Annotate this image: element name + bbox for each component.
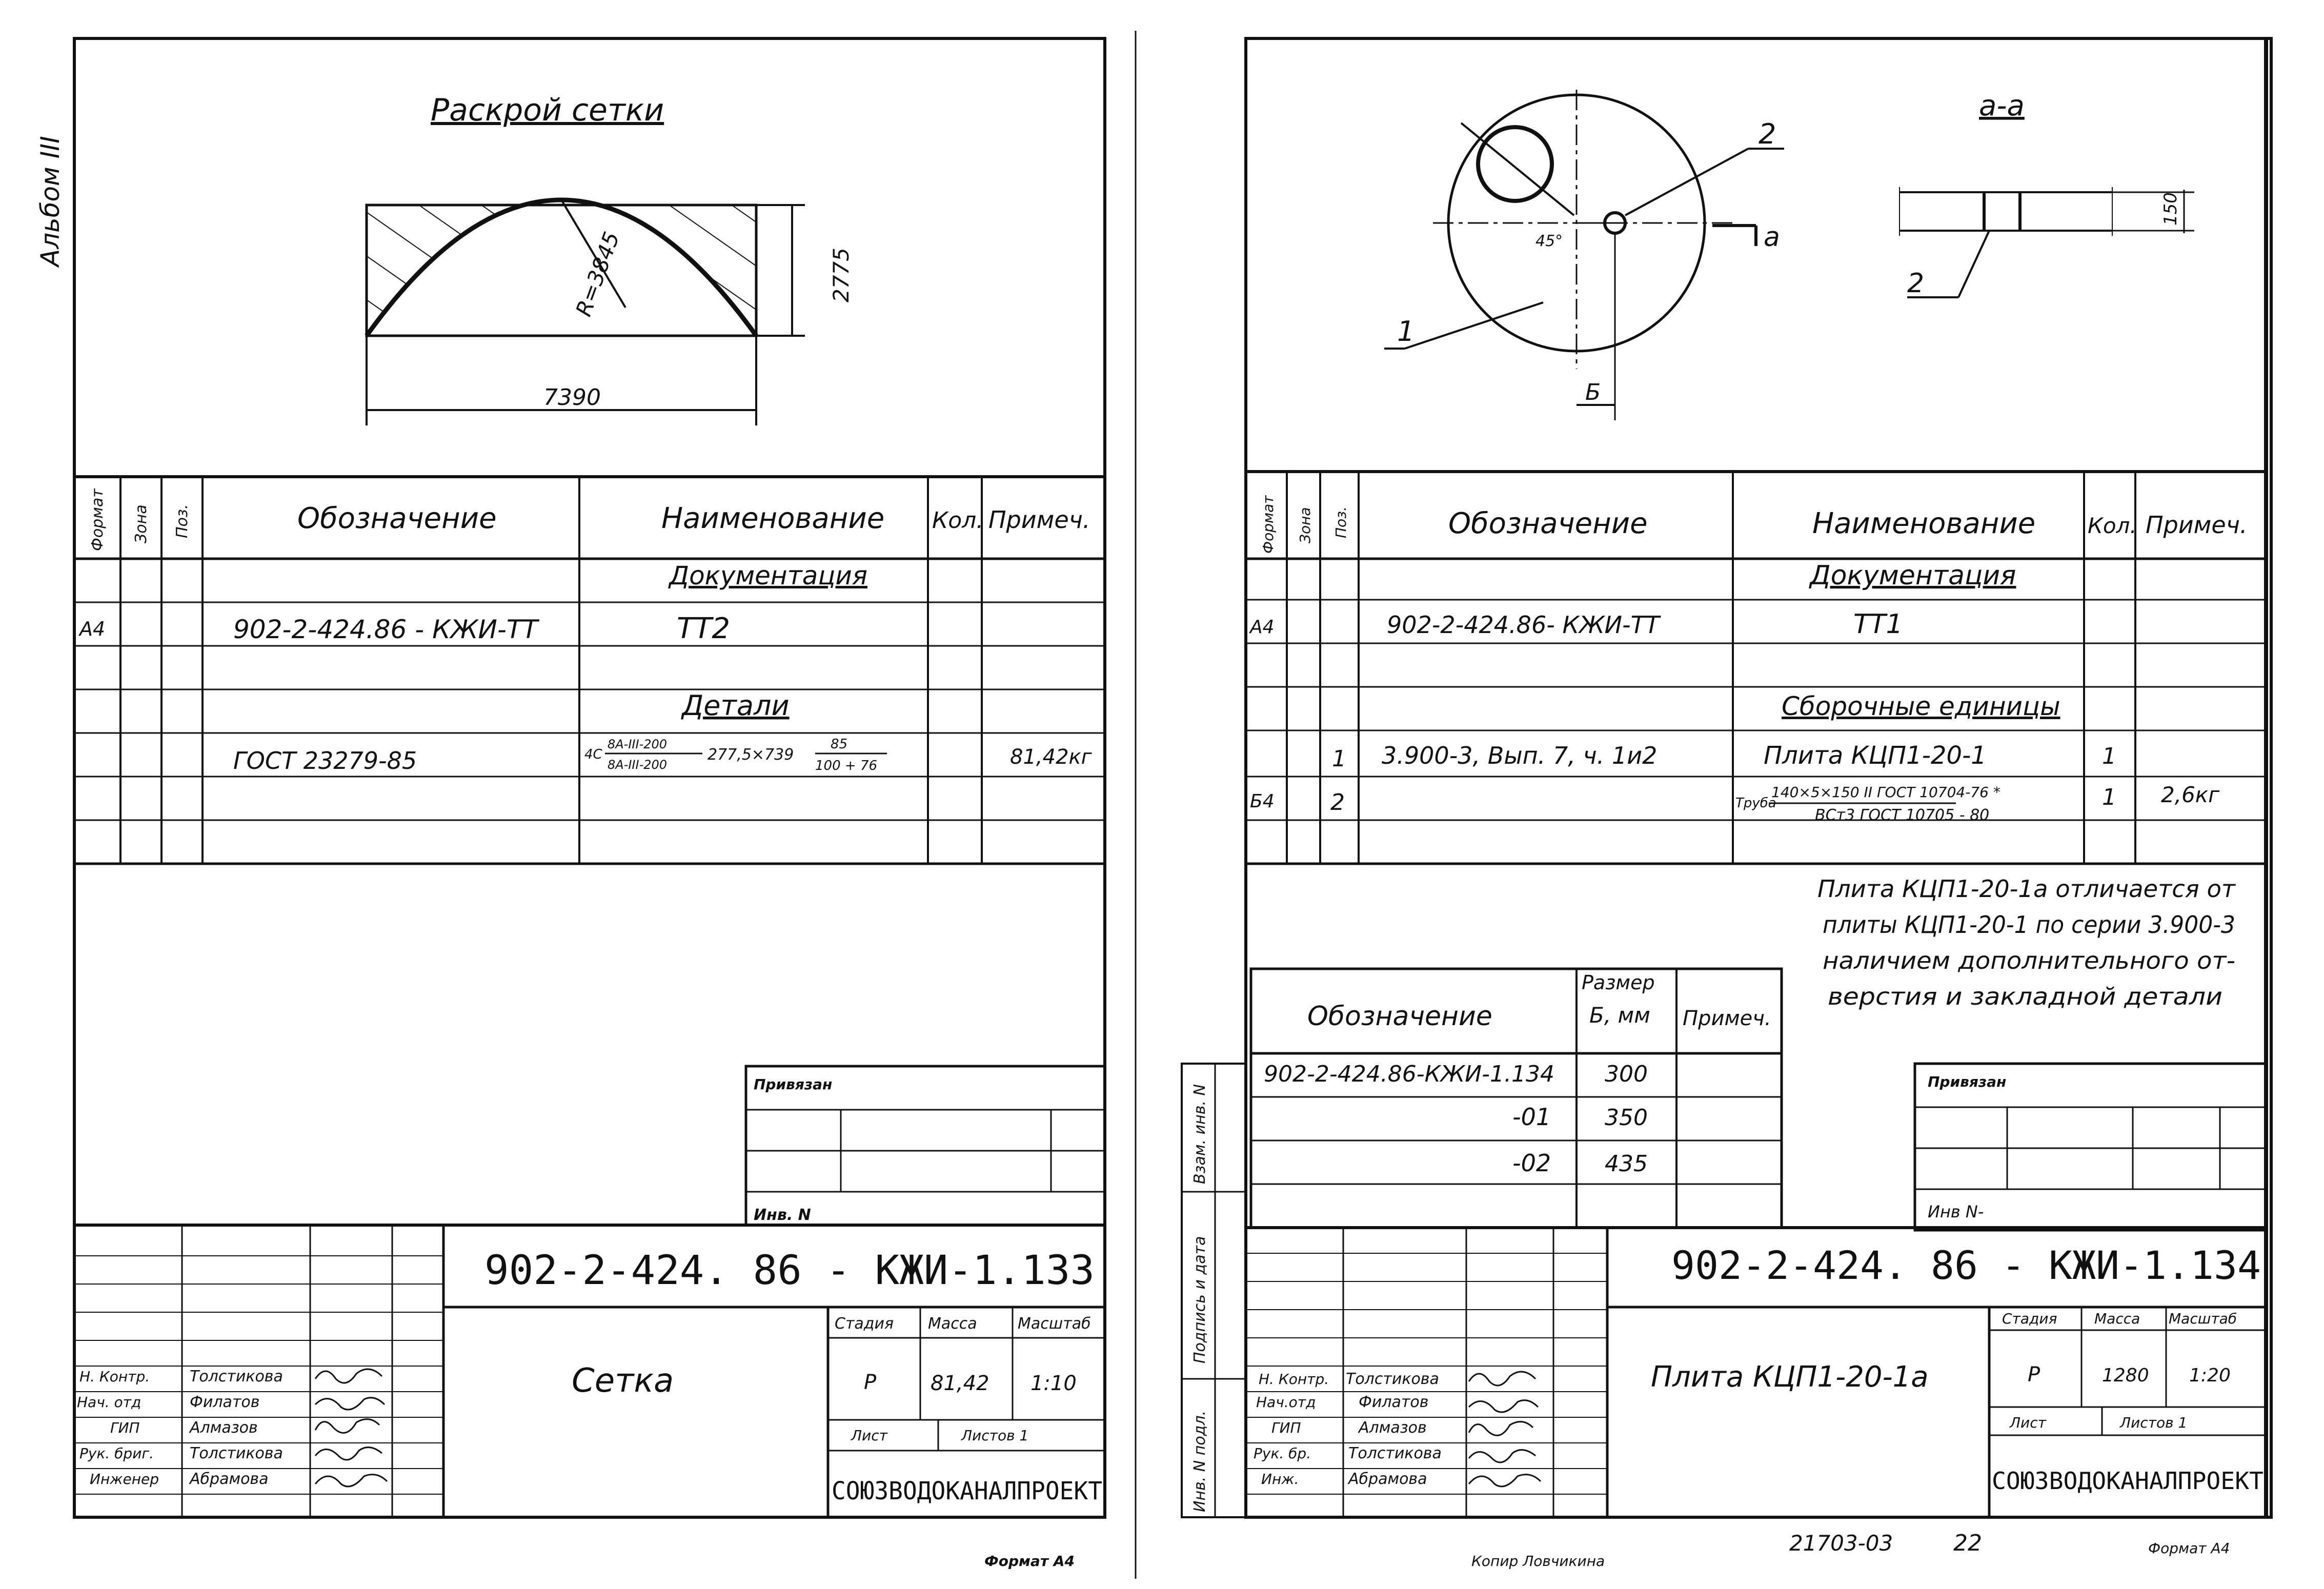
right-person-role-1: Нач.отд — [1256, 1394, 1316, 1411]
r-row2-name: Плита КЦП1-20-1 — [1764, 741, 1987, 770]
left-stage: Р — [864, 1371, 877, 1394]
left-person-role-3: Рук. бриг. — [79, 1445, 154, 1462]
right-doc-title: Плита КЦП1-20-1а — [1651, 1360, 1929, 1394]
right-sheet-label: Лист — [2010, 1414, 2046, 1431]
section-documentation: Документация — [669, 561, 867, 590]
right-sheet — [1182, 38, 2271, 1570]
left-privyazan — [746, 1066, 1105, 1225]
left-person-name-3: Толстикова — [190, 1444, 283, 1462]
var-h-size-2: Б, мм — [1589, 1003, 1650, 1028]
right-person-name-3: Толстикова — [1348, 1444, 1442, 1462]
variants-table — [1251, 969, 1782, 1228]
row2-name-size: 277,5×739 — [708, 746, 794, 764]
row2-designation: ГОСТ 23279-85 — [233, 747, 417, 775]
right-stage: Р — [2028, 1363, 2040, 1387]
left-privyazan-label: Привязан — [754, 1076, 833, 1093]
section-mark: а — [1764, 222, 1780, 253]
left-mass-label: Масса — [928, 1315, 977, 1333]
r-row3-format: Б4 — [1250, 791, 1275, 812]
left-sheets-label: Листов 1 — [961, 1427, 1029, 1444]
angle-label: 45° — [1535, 232, 1563, 250]
note-line-2: плиты КЦП1-20-1 по серии 3.900-3 — [1823, 911, 2235, 939]
right-format-note: Формат А4 — [2148, 1540, 2230, 1557]
var-h-note: Примеч. — [1683, 1007, 1771, 1030]
col-pos: Поз. — [173, 504, 191, 538]
left-person-name-0: Толстикова — [190, 1368, 283, 1386]
col-qty: Кол. — [932, 507, 984, 534]
left-person-name-4: Абрамова — [190, 1470, 269, 1488]
right-person-name-4: Абрамова — [1348, 1470, 1427, 1488]
side-replace-inv: Взам. инв. N — [1191, 1084, 1209, 1184]
var-h-designation: Обозначение — [1307, 1001, 1492, 1032]
left-scale-label: Масштаб — [1018, 1315, 1091, 1333]
var-row-0-size: 300 — [1605, 1061, 1648, 1087]
plate-note — [1817, 875, 2236, 1010]
r-section-documentation: Документация — [1810, 560, 2016, 591]
var-row-2-size: 435 — [1605, 1151, 1648, 1177]
note-line-3: наличием дополнительного от- — [1823, 947, 2235, 974]
col-format: Формат — [89, 488, 107, 551]
right-stage-label: Стадия — [2002, 1310, 2057, 1327]
right-person-name-0: Толстикова — [1346, 1370, 1439, 1388]
r-row3-name-top: 140×5×150 II ГОСТ 10704-76 * — [1771, 784, 2000, 801]
r-col-qty: Кол. — [2088, 513, 2137, 538]
right-doc-code: 902-2-424. 86 - КЖИ-1.134 — [1671, 1242, 2261, 1288]
r-row2-pos: 1 — [1332, 746, 1346, 772]
section-details: Детали — [682, 689, 790, 722]
r-row3-note: 2,6кг — [2161, 782, 2220, 807]
section-aa — [1899, 89, 2194, 299]
left-sheet-label: Лист — [851, 1427, 887, 1444]
var-row-0-designation: 902-2-424.86-КЖИ-1.134 — [1264, 1061, 1554, 1087]
right-person-role-0: Н. Контр. — [1259, 1371, 1329, 1388]
col-note: Примеч. — [988, 506, 1090, 534]
row2-name-frac-bot: 8А-III-200 — [608, 758, 668, 772]
leader-label-1: 1 — [1397, 315, 1415, 348]
dim-height: 2775 — [828, 248, 854, 302]
col-zone: Зона — [132, 504, 150, 543]
right-org: СОЮЗВОДОКАНАЛПРОЕКТ — [1992, 1467, 2264, 1495]
section-label-2: 2 — [1907, 268, 1925, 299]
r-row3-name-prefix: Труба — [1735, 796, 1776, 811]
left-sheet — [74, 38, 1105, 1570]
row1-designation: 902-2-424.86 - КЖИ-ТТ — [233, 615, 538, 644]
side-inv-orig: Инв. N подл. — [1191, 1410, 1209, 1512]
right-mass-label: Масса — [2094, 1310, 2140, 1327]
r-section-units: Сборочные единицы — [1782, 691, 2060, 721]
r-col-designation: Обозначение — [1448, 507, 1648, 540]
row2-name-frac-top: 8А-III-200 — [608, 737, 668, 751]
right-person-role-4: Инж. — [1261, 1471, 1299, 1488]
side-columns — [1182, 1064, 1246, 1517]
left-org: СОЮЗВОДОКАНАЛПРОЕКТ — [832, 1477, 1102, 1505]
right-spec-table — [1246, 472, 2266, 864]
r-row2-qty: 1 — [2102, 743, 2116, 769]
left-person-name-2: Алмазов — [190, 1419, 258, 1437]
note-line-4: верстия и закладной детали — [1828, 983, 2222, 1010]
right-person-role-3: Рук. бр. — [1254, 1445, 1311, 1462]
left-title-block — [74, 1225, 1105, 1517]
row2-note: 81,42кг — [1010, 745, 1092, 769]
row2-name-frac2-top: 85 — [831, 737, 848, 752]
row1-format: А4 — [79, 618, 106, 640]
cut-title: Раскрой сетки — [431, 92, 664, 128]
dim-b: Б — [1585, 379, 1601, 405]
r-row2-designation: 3.900-3, Вып. 7, ч. 1и2 — [1382, 742, 1658, 769]
r-row1-designation: 902-2-424.86- КЖИ-ТТ — [1387, 611, 1660, 639]
right-privyazan-label: Привязан — [1928, 1073, 2007, 1090]
left-person-role-4: Инженер — [90, 1471, 159, 1488]
left-person-role-2: ГИП — [110, 1419, 140, 1436]
dim-radius: R=3845 — [571, 228, 624, 320]
col-designation: Обозначение — [297, 502, 497, 535]
r-row1-format: А4 — [1250, 617, 1275, 638]
right-frame — [1246, 38, 2271, 1517]
right-scale-label: Масштаб — [2169, 1310, 2237, 1327]
left-stage-label: Стадия — [835, 1315, 894, 1333]
left-inv-label: Инв. N — [754, 1206, 811, 1224]
left-person-role-1: Нач. отд — [77, 1394, 142, 1411]
order-number: 21703-03 — [1789, 1531, 1893, 1556]
right-privyazan — [1915, 1064, 2266, 1230]
dim-150: 150 — [2160, 192, 2181, 226]
left-person-name-1: Филатов — [190, 1393, 260, 1411]
right-signatures — [1469, 1372, 1541, 1486]
r-row3-qty: 1 — [2102, 784, 2116, 810]
right-title-block — [1246, 1228, 2266, 1517]
left-doc-code: 902-2-424. 86 - КЖИ-1.133 — [484, 1248, 1095, 1294]
var-h-size-1: Размер — [1582, 971, 1655, 994]
left-scale: 1:10 — [1030, 1372, 1077, 1395]
section-title: а-а — [1979, 89, 2025, 123]
col-name: Наименование — [661, 502, 885, 535]
r-row3-pos: 2 — [1330, 789, 1345, 816]
r-col-format: Формат — [1260, 495, 1277, 554]
right-sheets-label: Листов 1 — [2120, 1414, 2188, 1431]
row2-name-frac2-bot: 100 + 76 — [815, 758, 878, 773]
dim-width: 7390 — [543, 384, 601, 411]
plate-plan — [1384, 90, 1784, 420]
r-col-pos: Поз. — [1332, 506, 1349, 538]
row1-name: ТТ2 — [677, 612, 731, 645]
r-col-note: Примеч. — [2146, 511, 2248, 539]
row2-name-prefix: 4С — [584, 747, 602, 762]
r-col-zone: Зона — [1297, 507, 1313, 543]
side-signature-date: Подпись и дата — [1191, 1236, 1209, 1363]
var-row-2-designation: -02 — [1512, 1149, 1551, 1177]
note-line-1: Плита КЦП1-20-1а отличается от — [1817, 875, 2236, 903]
var-row-1-designation: -01 — [1512, 1103, 1551, 1131]
r-row3-name-bot: ВСт3 ГОСТ 10705 - 80 — [1815, 806, 1990, 824]
r-row1-name: ТТ1 — [1853, 609, 1903, 640]
right-person-name-2: Алмазов — [1359, 1419, 1427, 1437]
r-col-name: Наименование — [1812, 507, 2036, 540]
var-row-1-size: 350 — [1605, 1105, 1648, 1131]
left-mass: 81,42 — [931, 1372, 989, 1395]
left-format-note: Формат А4 — [984, 1553, 1075, 1570]
right-scale: 1:20 — [2189, 1365, 2231, 1386]
leader-label-2: 2 — [1759, 118, 1776, 150]
right-mass: 1280 — [2102, 1365, 2149, 1386]
right-person-name-1: Филатов — [1359, 1393, 1429, 1411]
cut-drawing — [367, 200, 854, 425]
album-label: Альбом III — [35, 136, 65, 267]
left-doc-title: Сетка — [572, 1362, 674, 1400]
left-spec-table — [74, 477, 1105, 864]
right-person-role-2: ГИП — [1271, 1419, 1301, 1436]
copy-note: Копир Ловчикина — [1471, 1553, 1605, 1570]
page-number: 22 — [1953, 1530, 1982, 1556]
left-person-role-0: Н. Контр. — [79, 1368, 150, 1385]
right-inv-label: Инв N- — [1928, 1202, 1984, 1221]
